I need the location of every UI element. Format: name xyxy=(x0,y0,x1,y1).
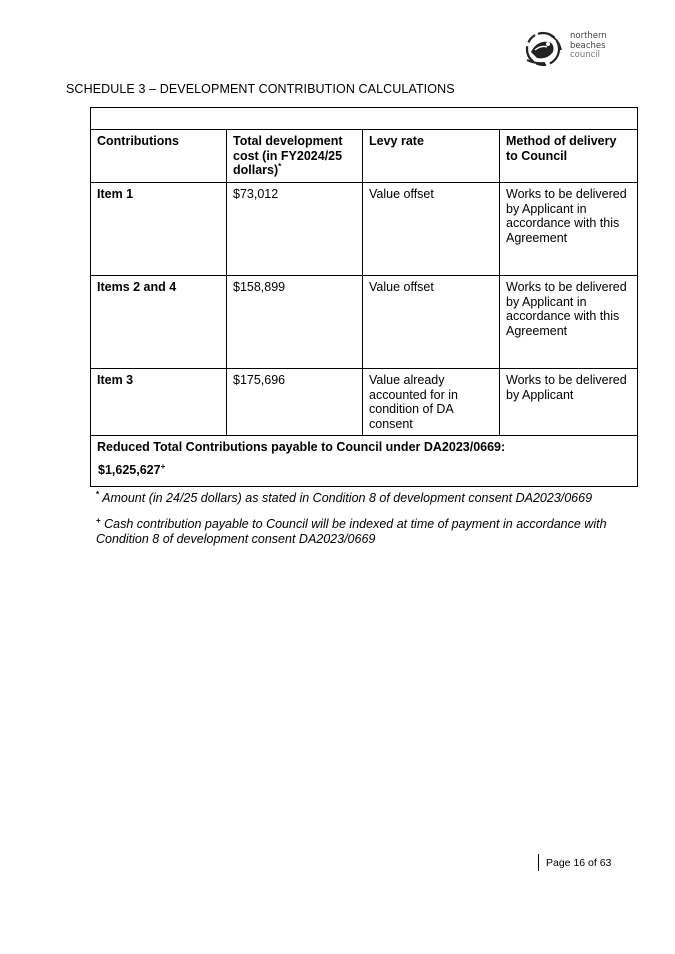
header-method xyxy=(500,130,638,183)
row-levy: Value offset xyxy=(363,276,500,369)
total-amount-line xyxy=(97,463,631,478)
header-contributions-text: Contributions xyxy=(97,134,179,148)
total-amount: $1,625,627 xyxy=(98,462,161,477)
table-row xyxy=(91,369,638,436)
footnote-marker: * xyxy=(96,489,100,499)
footnote-plus xyxy=(96,517,636,547)
logo-line-2: beaches xyxy=(570,40,606,51)
footnote-marker: + xyxy=(96,515,101,525)
total-label: Reduced Total Contributions payable to Council under DA2023/0669: xyxy=(97,440,506,454)
logo-line-1: northern xyxy=(570,31,607,41)
row-method: Works to be delivered by Applicant in accordance with this Agreement xyxy=(500,183,638,276)
table-row xyxy=(91,183,638,276)
table-total-row xyxy=(91,436,638,487)
contributions-table xyxy=(90,107,638,487)
table-row xyxy=(91,276,638,369)
header-cost-text: Total development cost (in FY2024/25 dollars) xyxy=(233,134,343,178)
logo-wordmark xyxy=(570,32,630,61)
row-item: Items 2 and 4 xyxy=(91,276,227,369)
logo-line-3: council xyxy=(570,50,601,60)
row-levy: Value offset xyxy=(363,183,500,276)
table-header-row xyxy=(91,130,638,183)
footnote-asterisk xyxy=(96,491,636,506)
header-levy xyxy=(363,130,500,183)
row-cost: $175,696 xyxy=(227,369,363,436)
row-item: Item 3 xyxy=(91,369,227,436)
header-levy-text: Levy rate xyxy=(369,134,424,148)
row-item: Item 1 xyxy=(91,183,227,276)
header-method-text: Method of delivery to Council xyxy=(506,134,617,163)
row-cost: $158,899 xyxy=(227,276,363,369)
row-method: Works to be delivered by Applicant xyxy=(500,369,638,436)
page-number-divider xyxy=(538,854,539,871)
table-blank-row xyxy=(91,108,638,130)
blank-cell xyxy=(91,108,638,130)
header-contributions xyxy=(91,130,227,183)
total-cell xyxy=(91,436,638,487)
row-levy: Value already accounted for in condition of DA consent xyxy=(363,369,500,436)
asterisk-marker: * xyxy=(278,162,282,172)
schedule-heading: SCHEDULE 3 – DEVELOPMENT CONTRIBUTION CALCULATIONS xyxy=(66,82,455,96)
footnote-text: Cash contribution payable to Council will be indexed at time of payment in accordance with Condition 8 of development consent DA2023/0669 xyxy=(96,517,607,546)
row-cost: $73,012 xyxy=(227,183,363,276)
plus-marker: + xyxy=(160,461,166,471)
row-method: Works to be delivered by Applicant in accordance with this Agreement xyxy=(500,276,638,369)
footnote-text: Amount (in 24/25 dollars) as stated in Condition 8 of development consent DA2023/0669 xyxy=(102,491,593,505)
header-cost xyxy=(227,130,363,183)
page-number: Page 16 of 63 xyxy=(546,857,612,869)
